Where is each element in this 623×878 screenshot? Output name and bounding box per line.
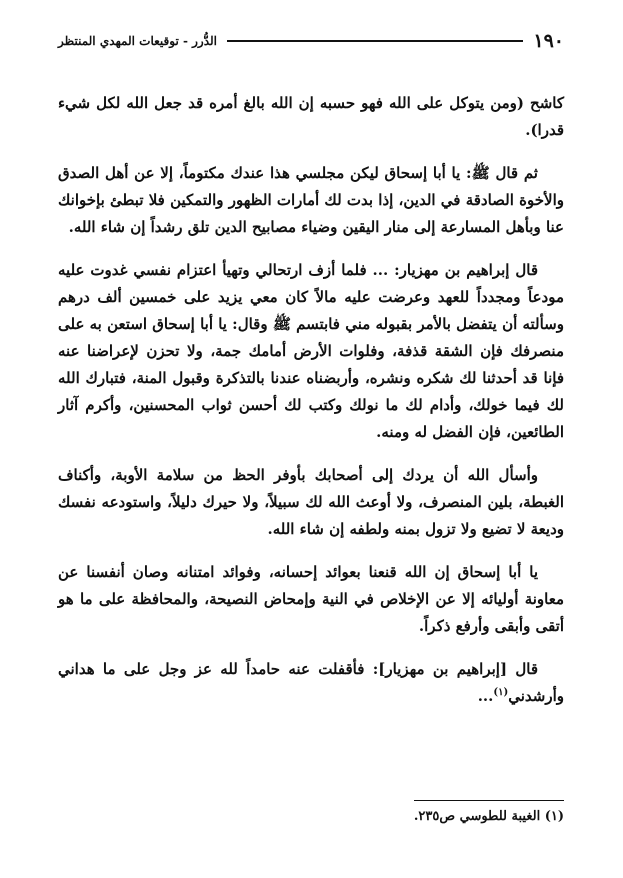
footnote-text: (١) الغيبة للطوسي ص٢٣٥. <box>413 809 564 824</box>
paragraph-6-tail: ... <box>477 687 494 705</box>
book-page <box>58 28 564 858</box>
paragraph-2: ثم قال ﷺ: يا أبا إسحاق ليكن مجلسي هذا عندك مكتوماً، إلا عن أهل الصدق والأخوة الصادقة في الدين، إذا بدت لك أمارات الظهور والتمكين فلا تبطئ بإخوانك عنا وبأهل المسارعة إلى منار اليقين وضياء مصابيح الدين تلق رشداً إن شاء الله. <box>58 164 564 236</box>
footnote-section <box>58 800 564 824</box>
page-header <box>58 28 564 54</box>
footnote-reference[interactable]: (١) <box>493 687 509 698</box>
paragraph-6-text: قال [إبراهيم بن مهزيار]: فأقفلت عنه حامداً لله عز وجل على ما هداني وأرشدني <box>58 660 564 705</box>
header-rule <box>227 40 523 42</box>
page-number: ١٩٠ <box>533 30 564 52</box>
footnote-rule <box>414 800 564 801</box>
paragraph-3: قال إبراهيم بن مهزيار: ... فلما أزف ارتحالي وتهيأ اعتزام نفسي غدوت عليه مودعاً ومجدداً للعهد وعرضت عليه مالاً كان معي يزيد على خمسين ألف درهم وسألته أن يتفضل بالأمر بقبوله مني فابتسم ﷺ وقال: يا أبا إسحاق استعن به على منصرفك فإن الشقة قذفة، وفلوات الأرض أمامك جمة، ولا تحزن لإعراضنا عنه فإنا قد أحدثنا لك شكره ونشره، وأربضناه عندنا بالتذكرة وقبول المنة، فتبارك الله لك فيما خولك، وأدام لك ما نولك وكتب لك أحسن ثواب المحسنين، وأكرم آثار الطائعين، فإن الفضل له ومنه. <box>58 261 564 441</box>
paragraph-4: وأسأل الله أن يردك إلى أصحابك بأوفر الحظ من سلامة الأوبة، وأكناف الغبطة، بلين المنصرف، ولا أوعث الله لك سبيلاً، ولا حيرك دليلاً، واستودعه نفسك وديعة لا تضيع ولا تزول بمنه ولطفه إن شاء الله. <box>58 466 564 538</box>
page-body <box>58 90 564 710</box>
running-title: الدُّرر - توقيعات المهدي المنتظر <box>58 34 217 48</box>
paragraph-6 <box>58 656 564 710</box>
paragraph-5: يا أبا إسحاق إن الله قنعنا بعوائد إحسانه، وفوائد امتنانه وصان أنفسنا عن معاونة أوليائه إلا عن الإخلاص في النية وإمحاض النصيحة، والمحافظة على ما هو أتقى وأبقى وأرفع ذكراً. <box>58 563 564 635</box>
paragraph-1: كاشح (ومن يتوكل على الله فهو حسبه إن الله بالغ أمره قد جعل الله لكل شيء قدرا). <box>58 94 564 139</box>
